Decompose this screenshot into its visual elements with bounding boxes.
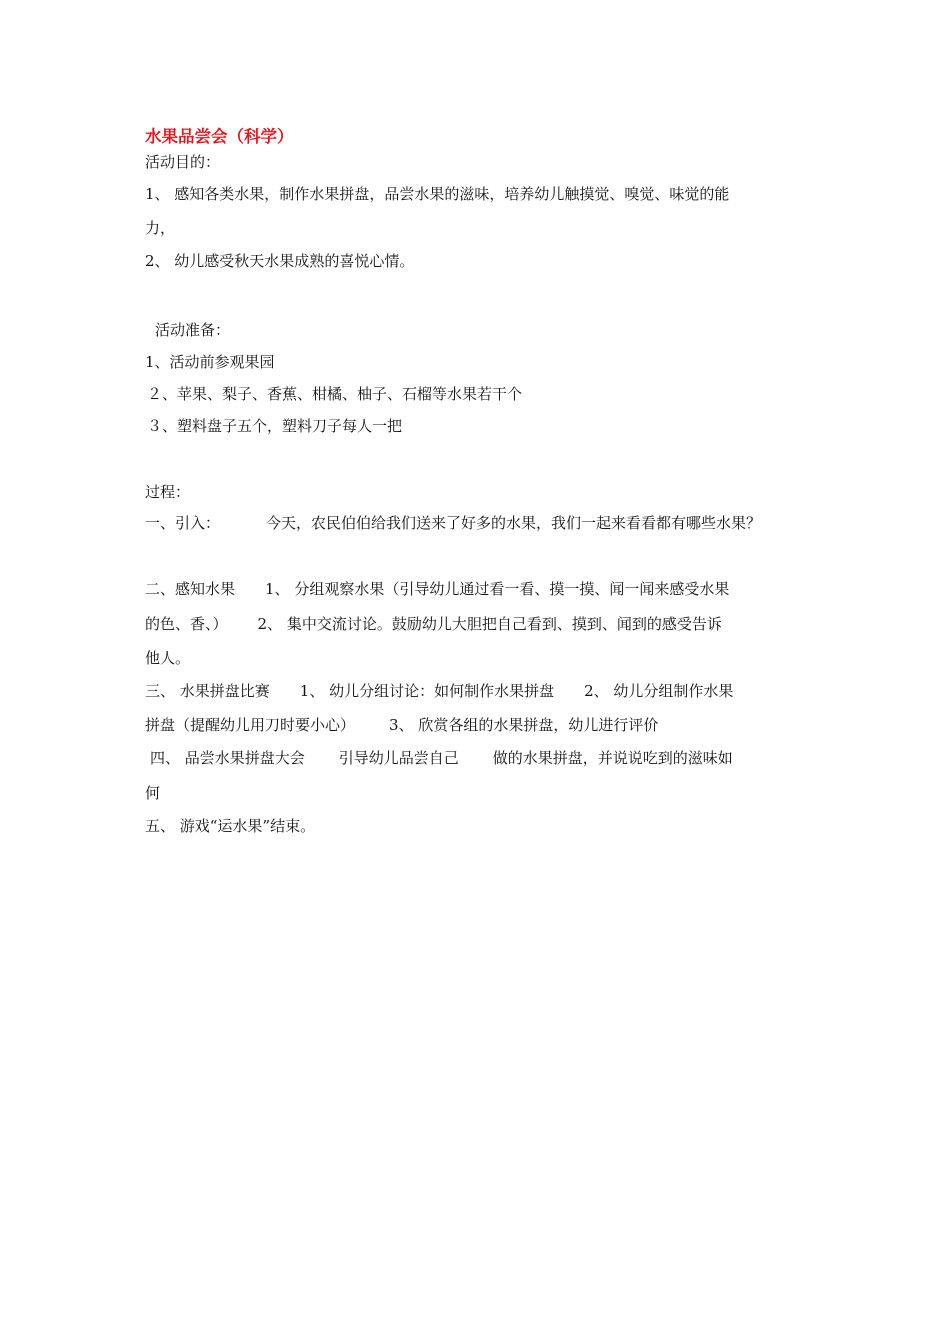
process-step-2-line-2 [145, 614, 722, 634]
step-3-part-3: 拼盘（提醒幼儿用刀时要小心） [145, 716, 356, 734]
step-2-label: 二、感知水果 [145, 580, 236, 598]
goal-item-2: 2、 幼儿感受秋天水果成熟的喜悦心情。 [145, 252, 415, 270]
process-step-1 [145, 513, 761, 533]
document-title: 水果品尝会（科学） [145, 127, 294, 146]
step-1-label: 一、引入： [145, 514, 221, 532]
process-step-4 [150, 748, 733, 768]
step-4-label: 四、 品尝水果拼盘大会 [150, 749, 305, 767]
goal-item-1: 1、 感知各类水果，制作水果拼盘，品尝水果的滋味，培养幼儿触摸觉、嗅觉、味觉的能 [145, 185, 730, 203]
step-3-label: 三、 水果拼盘比赛 [145, 682, 270, 700]
process-step-3-line-2 [145, 715, 658, 735]
step-2-part-2: 的色、香、） [145, 615, 228, 633]
prep-item-2: ２、苹果、梨子、香蕉、柑橘、柚子、石榴等水果若干个 [147, 385, 523, 403]
step-2-part-3: 2、 集中交流讨论。鼓励幼儿大胆把自己看到、摸到、闻到的感受告诉 [257, 615, 722, 633]
step-4-part-3: 何 [145, 784, 161, 802]
step-4-part-1: 引导幼儿品尝自己 [338, 749, 459, 767]
prep-item-1: 1、活动前参观果园 [145, 353, 275, 371]
goal-item-1-continued: 力， [145, 219, 176, 237]
step-3-part-1: 1、 幼儿分组讨论：如何制作水果拼盘 [299, 682, 555, 700]
process-step-5: 五、 游戏“运水果”结束。 [145, 817, 316, 835]
step-3-part-4: 3、 欣赏各组的水果拼盘，幼儿进行评价 [389, 716, 659, 734]
step-1-text: 今天，农民伯伯给我们送来了好多的水果，我们一起来看看都有哪些水果？ [266, 514, 762, 532]
step-2-part-4: 他人。 [145, 649, 191, 667]
process-step-3 [145, 681, 733, 701]
process-step-2 [145, 579, 729, 599]
prep-item-3: ３、塑料盘子五个，塑料刀子每人一把 [147, 417, 403, 435]
process-heading: 过程： [145, 483, 191, 501]
goal-heading: 活动目的： [145, 153, 221, 171]
step-4-part-2: 做的水果拼盘，并说说吃到的滋味如 [492, 749, 733, 767]
prep-heading: 活动准备： [155, 321, 231, 339]
step-2-part-1: 1、 分组观察水果（引导幼儿通过看一看、摸一摸、闻一闻来感受水果 [265, 580, 730, 598]
step-3-part-2: 2、 幼儿分组制作水果 [584, 682, 734, 700]
